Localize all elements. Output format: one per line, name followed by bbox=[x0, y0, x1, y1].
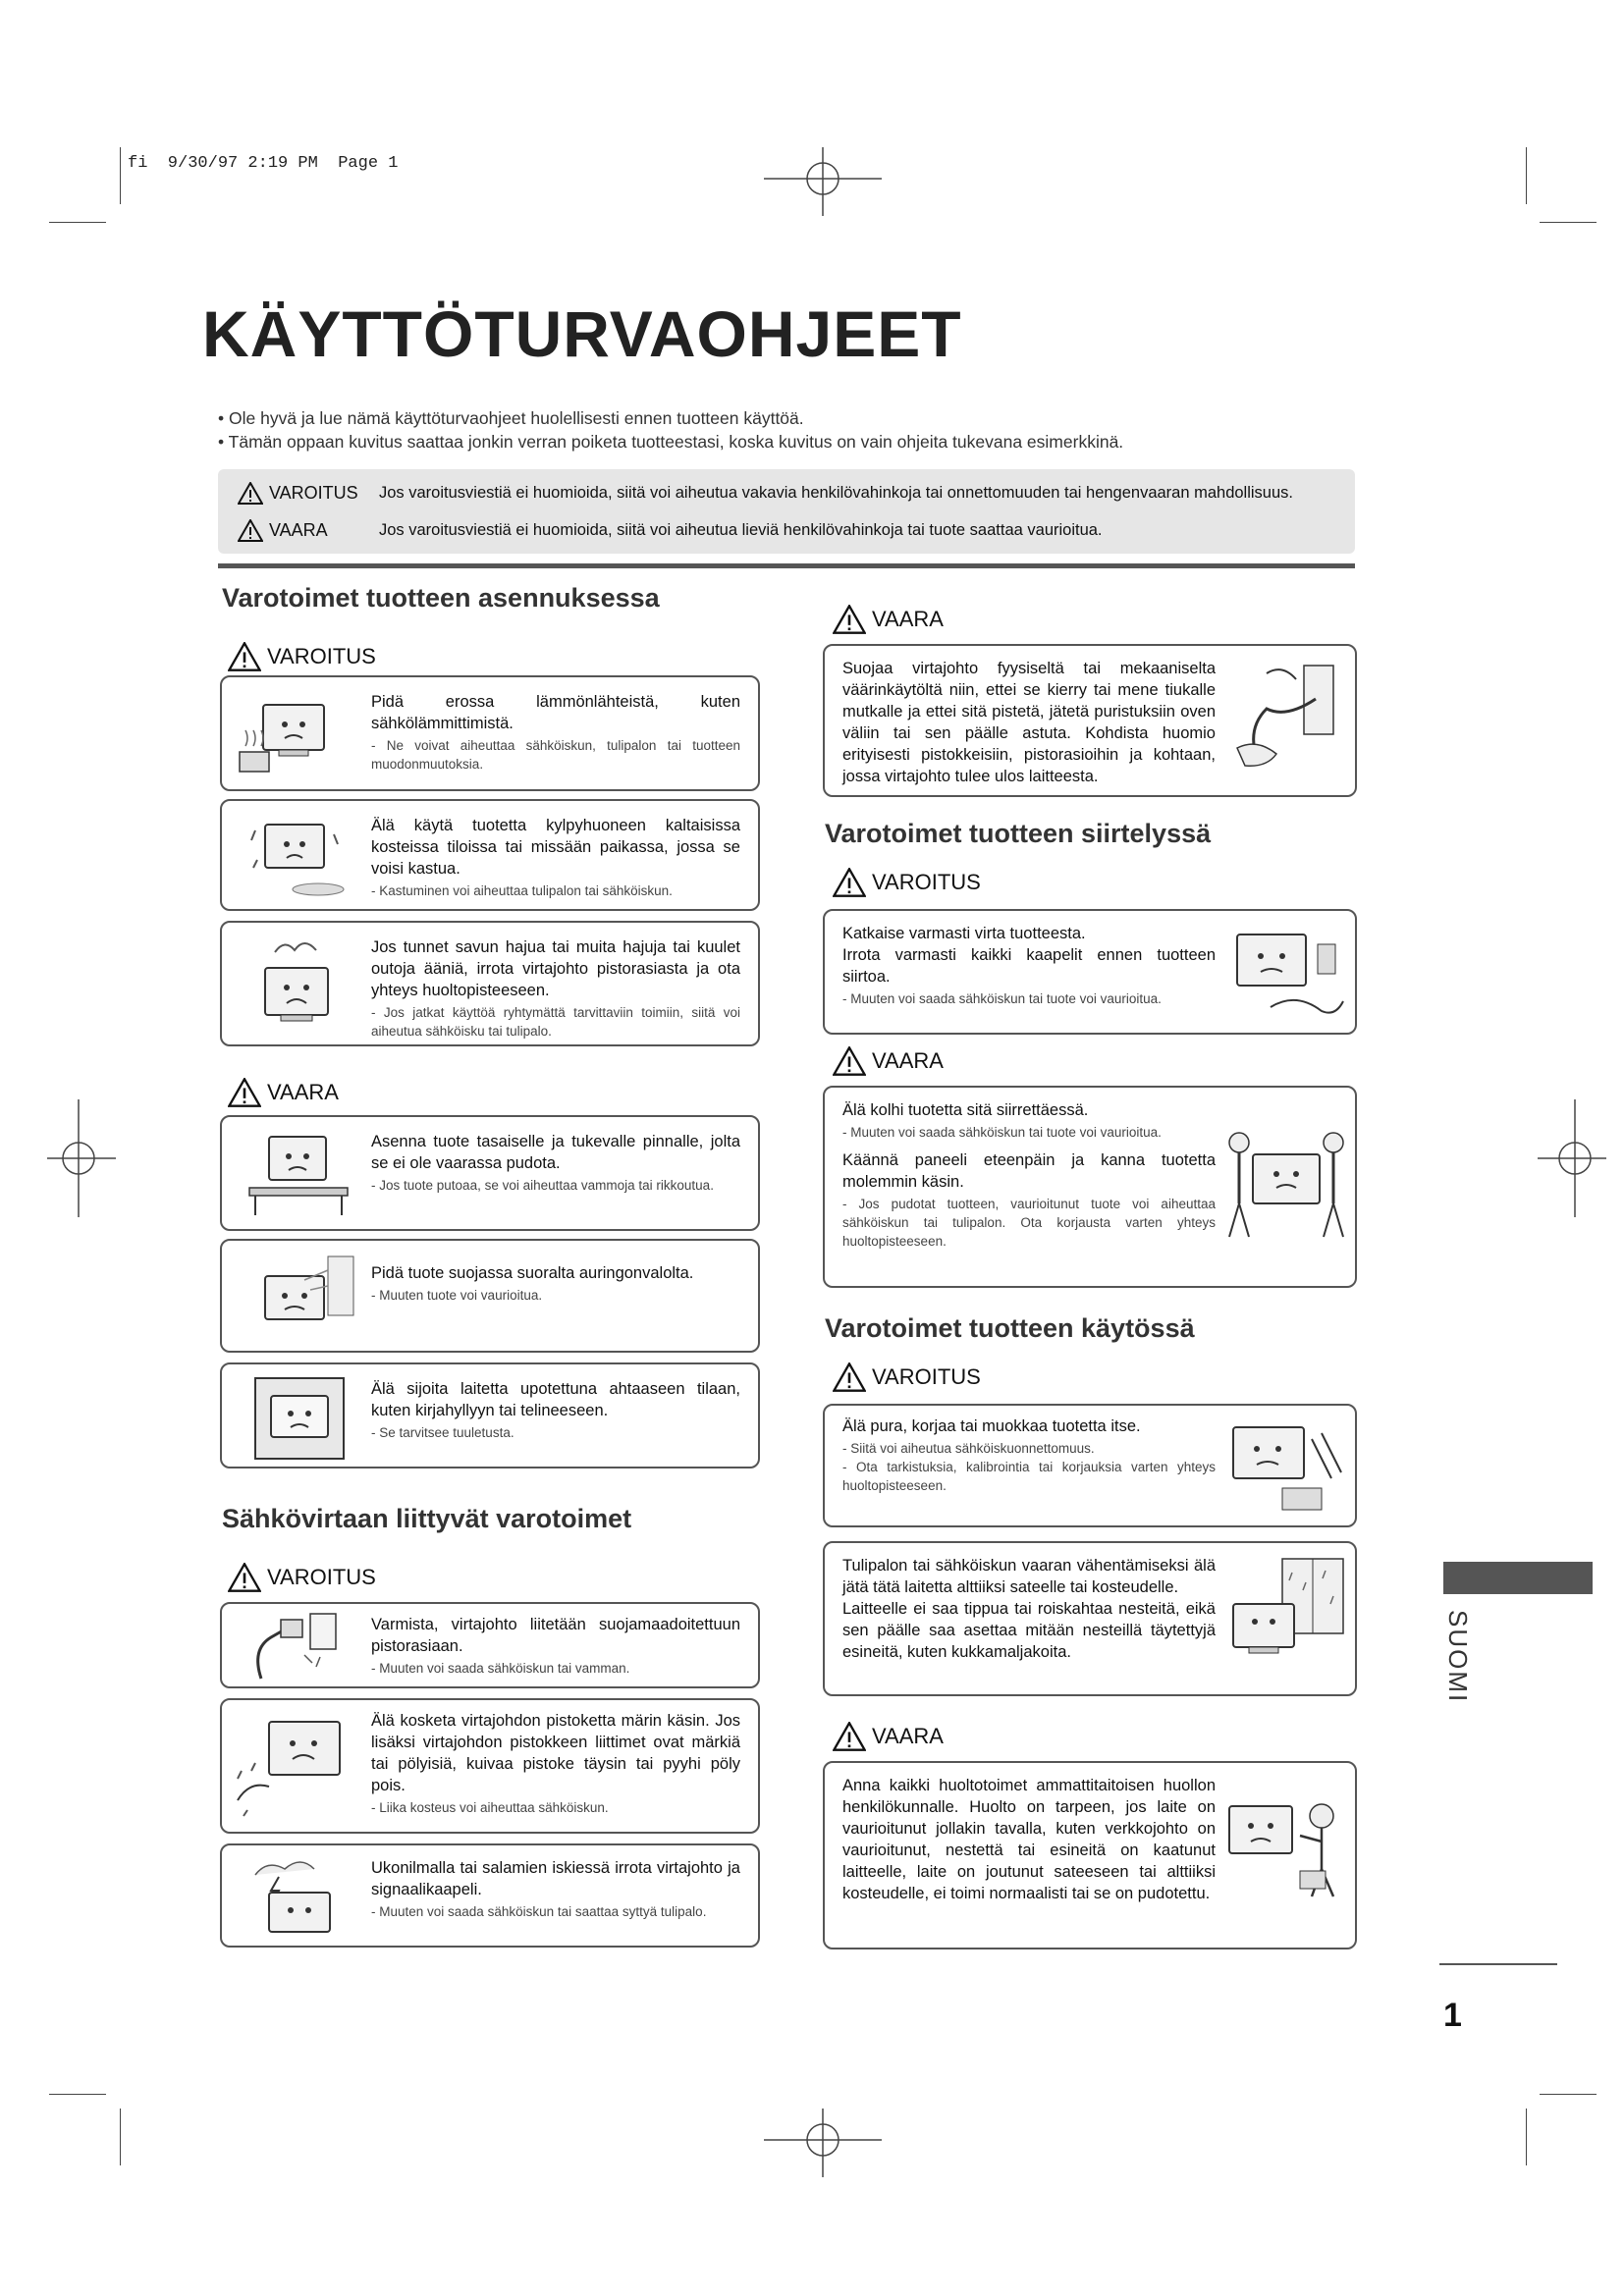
warning-triangle-icon bbox=[238, 519, 263, 542]
tv-stand-illustration bbox=[236, 1127, 357, 1221]
crop-mark bbox=[49, 222, 106, 223]
item-main-text: Pidä erossa lämmönlähteistä, kuten sähkölämmittimistä. bbox=[371, 693, 740, 732]
intro-line-2: • Tämän oppaan kuvitus saattaa jonkin verran poiketa tuotteestasi, koska kuvitus on vain ohjeita tukevana esimerkkinä. bbox=[218, 432, 1124, 452]
item-note-text: - Liika kosteus voi aiheuttaa sähköiskun. bbox=[371, 1800, 609, 1815]
registration-mark-bottom bbox=[764, 2109, 882, 2177]
safety-item bbox=[220, 1239, 760, 1353]
item-main-text: Jos tunnet savun hajua tai muita hajuja tai kuulet outoja ääniä, irrota virtajohto pistorasiasta ja ota yhteys huoltopisteeseen. bbox=[371, 938, 740, 999]
caution-label: VAARA bbox=[872, 607, 944, 631]
safety-item bbox=[220, 1362, 760, 1468]
section-title-moving: Varotoimet tuotteen siirtelyssä bbox=[825, 819, 1212, 848]
section-title-install: Varotoimet tuotteen asennuksessa bbox=[222, 583, 660, 613]
item-note-text: - Muuten tuote voi vaurioitua. bbox=[371, 1288, 543, 1303]
item-main-text: Älä kolhi tuotetta sitä siirrettäessä. bbox=[842, 1101, 1089, 1119]
safety-item bbox=[220, 1602, 760, 1688]
registration-mark-right bbox=[1538, 1099, 1606, 1217]
caution-label: VAARA bbox=[872, 1724, 944, 1748]
safety-item bbox=[220, 799, 760, 911]
item-note-text: - Se tarvitsee tuuletusta. bbox=[371, 1425, 514, 1440]
item-note-text: - Muuten voi saada sähköiskun tai tuote voi vaurioitua. bbox=[842, 1125, 1162, 1140]
safety-item bbox=[823, 1761, 1357, 1949]
warning-triangle-icon bbox=[833, 868, 866, 897]
print-slug: fi 9/30/97 2:19 PM Page 1 bbox=[128, 154, 399, 173]
warning-label: VAROITUS bbox=[267, 644, 376, 668]
two-people-carrying-tv-illustration bbox=[1223, 1125, 1349, 1243]
divider bbox=[218, 563, 1355, 568]
warning-triangle-icon bbox=[833, 1362, 866, 1392]
caution-label: VAARA bbox=[267, 1080, 339, 1104]
item-main-text: Älä kosketa virtajohdon pistoketta märin käsin. Jos lisäksi virtajohdon pistokkeen liittimet ovat märkiä tai pölyisiä, kuivaa pistoke täysin tai pyyhi pöly pois. bbox=[371, 1712, 740, 1794]
tv-heater-illustration bbox=[236, 687, 353, 781]
section-title-power: Sähkövirtaan liittyvät varotoimet bbox=[222, 1504, 632, 1533]
safety-item bbox=[220, 1843, 760, 1948]
caution-heading bbox=[833, 605, 944, 634]
warning-heading bbox=[228, 642, 376, 671]
safety-item bbox=[220, 1698, 760, 1834]
crop-mark bbox=[1526, 147, 1527, 204]
crop-mark bbox=[1540, 222, 1597, 223]
item-main-text: Pidä tuote suojassa suoralta auringonvalolta. bbox=[371, 1264, 694, 1282]
safety-item bbox=[220, 675, 760, 791]
language-label: SUOMI bbox=[1443, 1610, 1473, 1704]
item-note-text: - Jos tuote putoaa, se voi aiheuttaa vammoja tai rikkoutua. bbox=[371, 1178, 714, 1193]
item-note-text: - Jos jatkat käyttöä ryhtymättä tarvittaviin toimiin, siitä voi aiheutua sähköisku tai tulipalo. bbox=[371, 1005, 740, 1039]
safety-item bbox=[823, 1404, 1357, 1527]
lightning-tv-illustration bbox=[236, 1853, 357, 1942]
service-technician-illustration bbox=[1223, 1787, 1349, 1904]
tv-repair-tools-illustration bbox=[1223, 1419, 1349, 1518]
warning-triangle-icon bbox=[238, 482, 263, 505]
tv-moisture-illustration bbox=[236, 811, 353, 903]
item-note-text: - Ne voivat aiheuttaa sähköiskun, tulipalon tai tuotteen muodonmuutoksia. bbox=[371, 738, 740, 772]
item-note-text: - Kastuminen voi aiheuttaa tulipalon tai sähköiskun. bbox=[371, 883, 673, 898]
item-note-text: - Muuten voi saada sähköiskun tai saattaa syttyä tulipalo. bbox=[371, 1904, 707, 1919]
safety-item bbox=[220, 1115, 760, 1231]
warning-triangle-icon bbox=[833, 1046, 866, 1076]
warning-triangle-icon bbox=[228, 1078, 261, 1107]
intro-line-1: • Ole hyvä ja lue nämä käyttöturvaohjeet huolellisesti ennen tuotteen käyttöä. bbox=[218, 408, 804, 428]
wet-hands-plug-illustration bbox=[230, 1712, 355, 1820]
legend-tag-warning: VAROITUS bbox=[269, 482, 358, 503]
tv-smoke-illustration bbox=[236, 933, 357, 1039]
safety-item bbox=[220, 921, 760, 1046]
item-main-text: Älä käytä tuotetta kylpyhuoneen kaltaisissa kosteissa tiloissa tai missään paikassa, jossa se voisi kastua. bbox=[371, 817, 740, 878]
tv-unplug-cables-illustration bbox=[1227, 923, 1349, 1025]
safety-item bbox=[823, 1541, 1357, 1696]
crop-mark bbox=[1540, 2094, 1597, 2095]
safety-item bbox=[823, 644, 1357, 797]
legend-tag-caution: VAARA bbox=[269, 519, 328, 540]
item-note-text: - Siitä voi aiheutua sähköiskuonnettomuus. - Ota tarkistuksia, kalibrointia tai korjauksia varten yhteys huoltopisteeseen. bbox=[842, 1441, 1216, 1493]
legend-text-caution: Jos varoitusviestiä ei huomioida, siitä voi aiheutua lieviä henkilövahinkoja tai tuote saattaa vaurioitua. bbox=[379, 520, 1103, 539]
crop-mark bbox=[1526, 2109, 1527, 2165]
warning-heading bbox=[833, 1362, 981, 1392]
registration-mark-top bbox=[764, 147, 882, 216]
item-main-text: Katkaise varmasti virta tuotteesta. Irrota varmasti kaikki kaapelit ennen tuotteen siirtoa. bbox=[842, 925, 1216, 986]
item-note-text: - Muuten voi saada sähköiskun tai vamman. bbox=[371, 1661, 630, 1676]
safety-item bbox=[823, 1086, 1357, 1288]
caution-heading bbox=[833, 1046, 944, 1076]
item-note-text: - Jos pudotat tuotteen, vaurioitunut tuote voi aiheuttaa sähköiskun tai tulipalon. Ota korjausta varten yhteys huoltopisteeseen. bbox=[842, 1197, 1216, 1249]
warning-triangle-icon bbox=[833, 605, 866, 634]
warning-heading bbox=[833, 868, 981, 897]
crop-mark bbox=[49, 2094, 106, 2095]
warning-triangle-icon bbox=[833, 1722, 866, 1751]
warning-legend bbox=[218, 469, 1355, 554]
language-tab bbox=[1443, 1562, 1593, 1594]
item-main-text: Asenna tuote tasaiselle ja tukevalle pinnalle, jolta se ei ole vaarassa pudota. bbox=[371, 1133, 740, 1172]
item-main-text: Älä sijoita laitetta upotettuna ahtaaseen tilaan, kuten kirjahyllyyn tai telineeseen. bbox=[371, 1380, 740, 1419]
caution-heading bbox=[833, 1722, 944, 1751]
warning-label: VAROITUS bbox=[267, 1565, 376, 1589]
item-main-text: Anna kaikki huoltotoimet ammattitaitoisen huollon henkilökunnalle. Huolto on tarpeen, jos laite on vaurioitunut jollakin tavalla, kuten verkkojohto on vaurioitunut, nestettä tai esineitä on kaatunut laitteelle, laite on joutunut sateeseen tai alttiiksi kosteudelle, ei toimi normaalisti tai se on pudotettu. bbox=[842, 1777, 1216, 1902]
item-main-text: Suojaa virtajohto fyysiseltä tai mekaaniselta väärinkäytöltä niin, ettei se kierry tai mene tiukalle mutkalle ja ettei sitä pistetä, jätetä puristuksiin oven väliin tai sen päälle astuta. Kohdista huomio erityisesti pistokkeisiin, pistorasioihin ja kohtaan, jossa virtajohto tulee ulos laitteesta. bbox=[842, 660, 1216, 785]
warning-triangle-icon bbox=[228, 642, 261, 671]
warning-triangle-icon bbox=[228, 1563, 261, 1592]
page-title: KÄYTTÖTURVAOHJEET bbox=[202, 297, 962, 370]
item-main-text: Ukonilmalla tai salamien iskiessä irrota virtajohto ja signaalikaapeli. bbox=[371, 1859, 740, 1898]
item-main-text: Älä pura, korjaa tai muokkaa tuotetta itse. bbox=[842, 1417, 1141, 1435]
page-number: 1 bbox=[1443, 1997, 1462, 2034]
caution-heading bbox=[228, 1078, 339, 1107]
tv-rain-window-illustration bbox=[1223, 1553, 1349, 1686]
crop-mark bbox=[120, 147, 121, 204]
item-note-text: - Muuten voi saada sähköiskun tai tuote voi vaurioitua. bbox=[842, 991, 1162, 1006]
power-cord-hands-illustration bbox=[1227, 660, 1349, 777]
caution-label: VAARA bbox=[872, 1048, 944, 1073]
legend-text-warning: Jos varoitusviestiä ei huomioida, siitä voi aiheutua vakavia henkilövahinkoja tai onnettomuuden tai hengenvaaran mahdollisuus. bbox=[379, 483, 1293, 502]
item-main-text: Tulipalon tai sähköiskun vaaran vähentämiseksi älä jätä tätä laitetta alttiiksi sateelle tai kosteudelle. Laitteelle ei saa tippua tai roiskahtaa nesteitä, eikä sen päälle saa asettaa mitään nesteillä täytettyjä esineitä, kuten kukkamaljakoita. bbox=[842, 1557, 1216, 1661]
plug-grounding-illustration bbox=[242, 1610, 350, 1684]
warning-heading bbox=[228, 1563, 376, 1592]
item-main-text: Varmista, virtajohto liitetään suojamaadoitettuun pistorasiaan. bbox=[371, 1616, 740, 1655]
crop-mark bbox=[120, 2109, 121, 2165]
section-title-use: Varotoimet tuotteen käytössä bbox=[825, 1313, 1195, 1343]
tv-sunlight-illustration bbox=[236, 1251, 357, 1345]
warning-label: VAROITUS bbox=[872, 870, 981, 894]
warning-label: VAROITUS bbox=[872, 1364, 981, 1389]
item-main-text: Käännä paneeli eteenpäin ja kanna tuotetta molemmin käsin. bbox=[842, 1151, 1216, 1191]
safety-item bbox=[823, 909, 1357, 1035]
divider bbox=[1439, 1963, 1557, 1965]
tv-cabinet-illustration bbox=[236, 1374, 357, 1463]
registration-mark-left bbox=[47, 1099, 116, 1217]
